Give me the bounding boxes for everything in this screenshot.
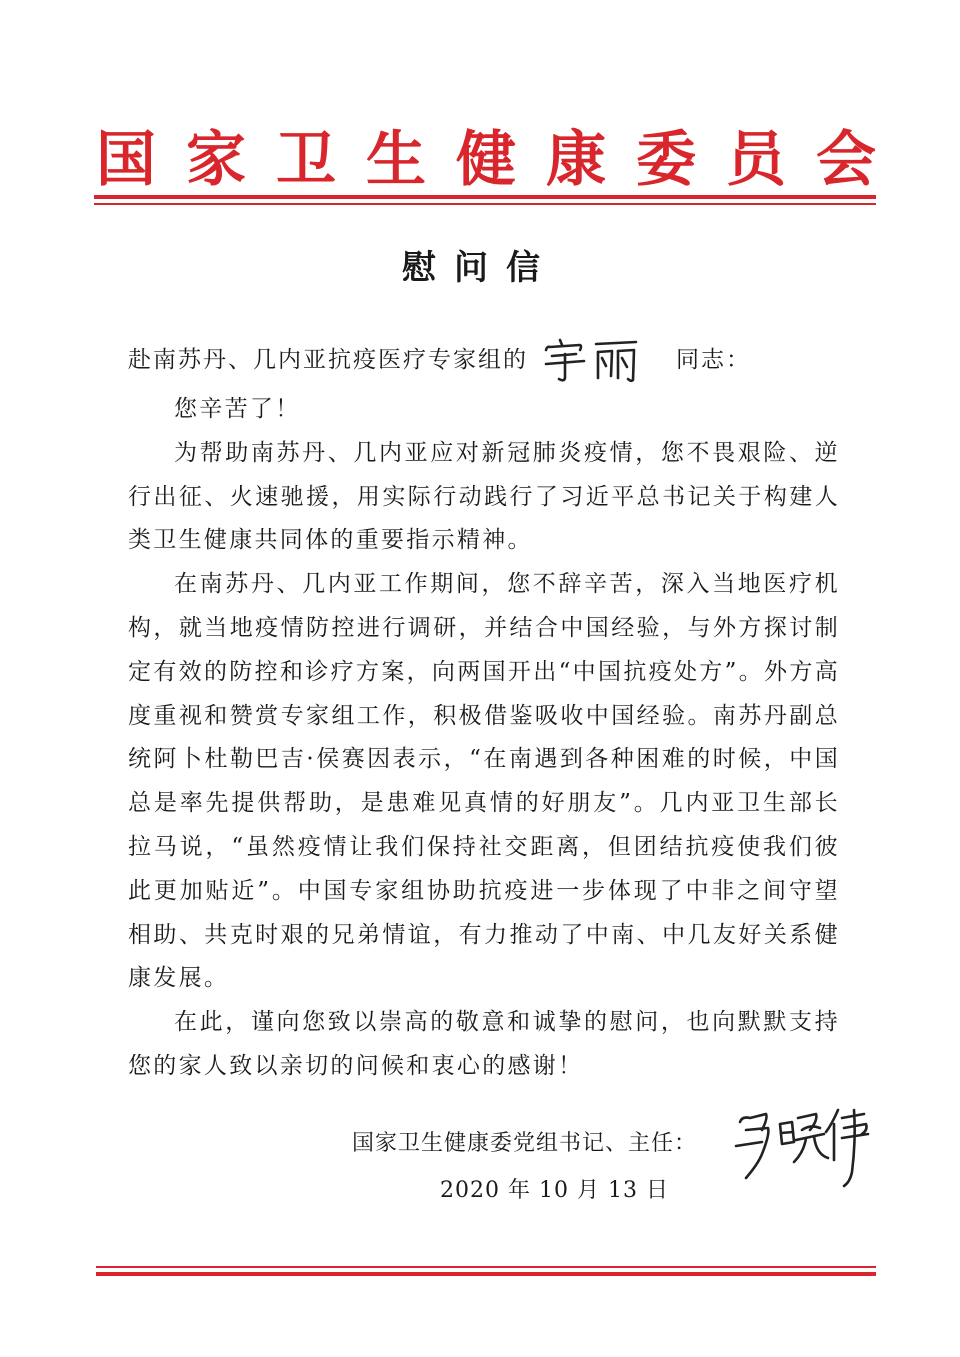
handwritten-signature	[732, 1100, 872, 1192]
letter-date: 2020 年 10 月 13 日	[440, 1178, 669, 1203]
letterhead-char: 家	[186, 125, 246, 195]
letterhead-char: 卫	[276, 125, 336, 195]
body-paragraph: 您辛苦了！	[174, 396, 301, 422]
letter-body	[128, 388, 840, 1089]
letterhead-char: 员	[726, 125, 786, 195]
salutation-prefix: 赴南苏丹、几内亚抗疫医疗专家组的	[128, 347, 528, 373]
letterhead-rule-thin	[94, 203, 876, 205]
letterhead-char: 会	[816, 125, 876, 195]
letterhead-rule-thick	[94, 195, 876, 199]
letterhead-char: 委	[636, 125, 696, 195]
letterhead-char: 生	[366, 125, 426, 195]
footer-rule-thick	[96, 1272, 876, 1276]
body-paragraph: 在此，谨向您致以崇高的敬意和诚挚的慰问，也向默默支持您的家人致以亲切的问候和衷心的感谢！	[128, 1009, 840, 1079]
body-paragraph: 在南苏丹、几内亚工作期间，您不辞辛苦，深入当地医疗机构，就当地疫情防控进行调研，并结合中国经验，与外方探讨制定有效的防控和诊疗方案，向两国开出“中国抗疫处方”。外方高度重视和赞赏专家组工作，积极借鉴吸收中国经验。南苏丹副总统阿卜杜勒巴吉·侯赛因表示，“在南遇到各种困难的时候，中国总是率先提供帮助，是患难见真情的好朋友”。几内亚卫生部长拉马说，“虽然疫情让我们保持社交距离，但团结抗疫使我们彼此更加贴近”。中国专家组协助抗疫进一步体现了中非之间守望相助、共克时艰的兄弟情谊，有力推动了中南、中几友好关系健康发展。	[128, 571, 840, 992]
handwritten-name-signature	[538, 336, 664, 384]
letterhead-char: 国	[96, 125, 156, 195]
signatory-title: 国家卫生健康委党组书记、主任：	[352, 1131, 698, 1156]
salutation-suffix: 同志：	[676, 347, 751, 373]
footer-rule-thin	[96, 1266, 876, 1268]
letter-title: 慰问信	[402, 248, 558, 288]
salutation	[128, 338, 751, 382]
letterhead-char: 康	[546, 125, 606, 195]
body-paragraph: 为帮助南苏丹、几内亚应对新冠肺炎疫情，您不畏艰险、逆行出征、火速驰援，用实际行动践行了习近平总书记关于构建人类卫生健康共同体的重要指示精神。	[128, 439, 840, 554]
letterhead-org-name	[96, 120, 876, 200]
letterhead-char: 健	[456, 125, 516, 195]
